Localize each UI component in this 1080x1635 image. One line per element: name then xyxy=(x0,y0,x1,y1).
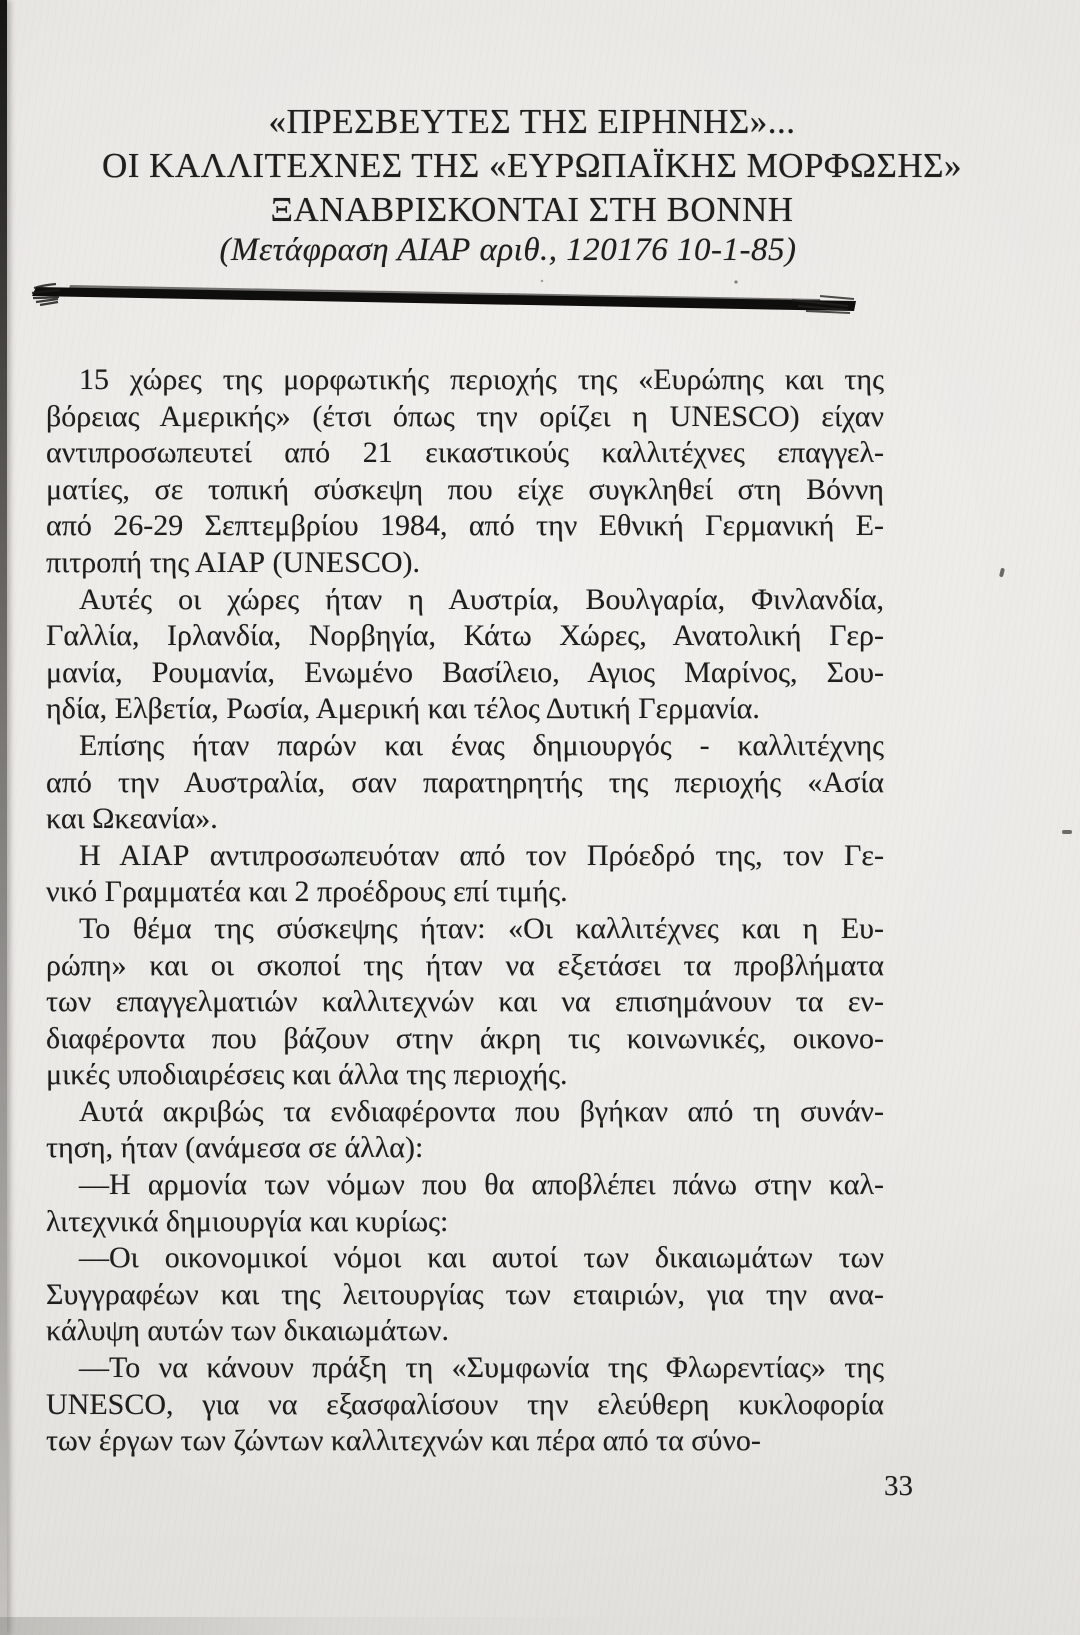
body-line: μικές υποδιαιρέσεις και άλλα της περιοχής. xyxy=(46,1058,568,1092)
title-line-1: «ΠΡΕΣΒΕΥΤΕΣ ΤΗΣ ΕΙΡΗΝΗΣ»... xyxy=(268,102,796,141)
body-line: 15 χώρες της μορφωτικής περιοχής της «Ευρώπης και της xyxy=(79,363,884,396)
body-line: αντιπροσωπευτεί από 21 εικαστικούς καλλιτέχνες επαγγελ- xyxy=(46,436,884,470)
article-title xyxy=(32,100,1032,232)
body-line: από την Αυστραλία, σαν παρατηρητής της περιοχής «Ασία xyxy=(46,765,884,799)
body-text xyxy=(46,362,884,1460)
body-line: ματίες, σε τοπική σύσκεψη που είχε συγκληθεί στη Βόννη xyxy=(46,472,884,506)
body-line: τηση, ήταν (ανάμεσα σε άλλα): xyxy=(46,1131,424,1165)
scan-speck xyxy=(1062,830,1072,834)
body-line: Αυτές οι χώρες ήταν η Αυστρία, Βουλγαρία, Φινλανδία, xyxy=(79,582,884,616)
body-line: ρώπη» και οι σκοποί της ήταν να εξετάσει τα προβλήματα xyxy=(46,948,884,982)
title-line-2: ΟΙ ΚΑΛΛΙΤΕΧΝΕΣ ΤΗΣ «ΕΥΡΩΠΑΪΚΗΣ ΜΟΡΦΩΣΗΣ» xyxy=(101,146,963,185)
body-line: πιτροπή της ΑΙΑΡ (UNESCO). xyxy=(46,545,421,579)
body-line: UNESCO, για να εξασφαλίσουν την ελεύθερη κυκλοφορία xyxy=(46,1387,884,1421)
scan-smudge xyxy=(0,1617,1080,1635)
body-line: —Το να κάνουν πράξη τη «Συμφωνία της Φλωρεντίας» της xyxy=(79,1351,884,1385)
translation-subtitle: (Μετάφραση ΑΙΑΡ αριθ., 120176 10-1-85) xyxy=(219,232,797,268)
body-line: μανία, Ρουμανία, Ενωμένο Βασίλειο, Αγιος Μαρίνος, Σου- xyxy=(46,655,884,689)
body-line: των έργων των ζώντων καλλιτεχνών και πέρα από τα σύνο- xyxy=(46,1424,761,1458)
scan-speck xyxy=(999,568,1005,578)
body-line: από 26-29 Σεπτεμβρίου 1984, από την Εθνική Γερμανική Ε- xyxy=(46,509,884,543)
body-line: νικό Γραμματέα και 2 προέδρους επί τιμής. xyxy=(46,875,568,909)
body-line: και Ωκεανία». xyxy=(46,802,218,836)
marker-divider-line xyxy=(30,278,860,318)
body-line: διαφέροντα που βάζουν στην άκρη τις κοινωνικές, οικονο- xyxy=(46,1021,884,1055)
body-line: λιτεχνικά δημιουργία και κυρίως: xyxy=(46,1204,449,1238)
page-number: 33 xyxy=(884,1470,913,1502)
body-line: ηδία, Ελβετία, Ρωσία, Αμερική και τέλος Δυτική Γερμανία. xyxy=(46,692,760,726)
body-line: Αυτά ακριβώς τα ενδιαφέροντα που βγήκαν από τη συνάν- xyxy=(79,1094,884,1128)
body-line: βόρειας Αμερικής» (έτσι όπως την ορίζει η UNESCO) είχαν xyxy=(46,399,884,433)
body-line: κάλυψη αυτών των δικαιωμάτων. xyxy=(46,1314,449,1348)
body-line: Η ΑΙΑΡ αντιπροσωπευόταν από τον Πρόεδρό της, τον Γε- xyxy=(79,838,884,872)
body-line: Γαλλία, Ιρλανδία, Νορβηγία, Κάτω Χώρες, Ανατολική Γερ- xyxy=(46,619,884,653)
body-line: Συγγραφέων και της λειτουργίας των εταιριών, για την ανα- xyxy=(46,1277,884,1311)
title-line-3: ΞΑΝΑΒΡΙΣΚΟΝΤΑΙ ΣΤΗ ΒΟΝΝΗ xyxy=(270,190,794,229)
scan-spine-shadow xyxy=(0,0,7,1635)
body-line: Επίσης ήταν παρών και ένας δημιουργός - καλλιτέχνης xyxy=(79,728,884,762)
body-line: των επαγγελματιών καλλιτεχνών και να επισημάνουν τα εν- xyxy=(46,985,884,1019)
body-line: —Η αρμονία των νόμων που θα αποβλέπει πάνω στην καλ- xyxy=(79,1168,884,1202)
body-line: Το θέμα της σύσκεψης ήταν: «Οι καλλιτέχνες και η Ευ- xyxy=(79,911,884,945)
body-line: —Οι οικονομικοί νόμοι και αυτοί των δικαιωμάτων των xyxy=(79,1241,884,1275)
